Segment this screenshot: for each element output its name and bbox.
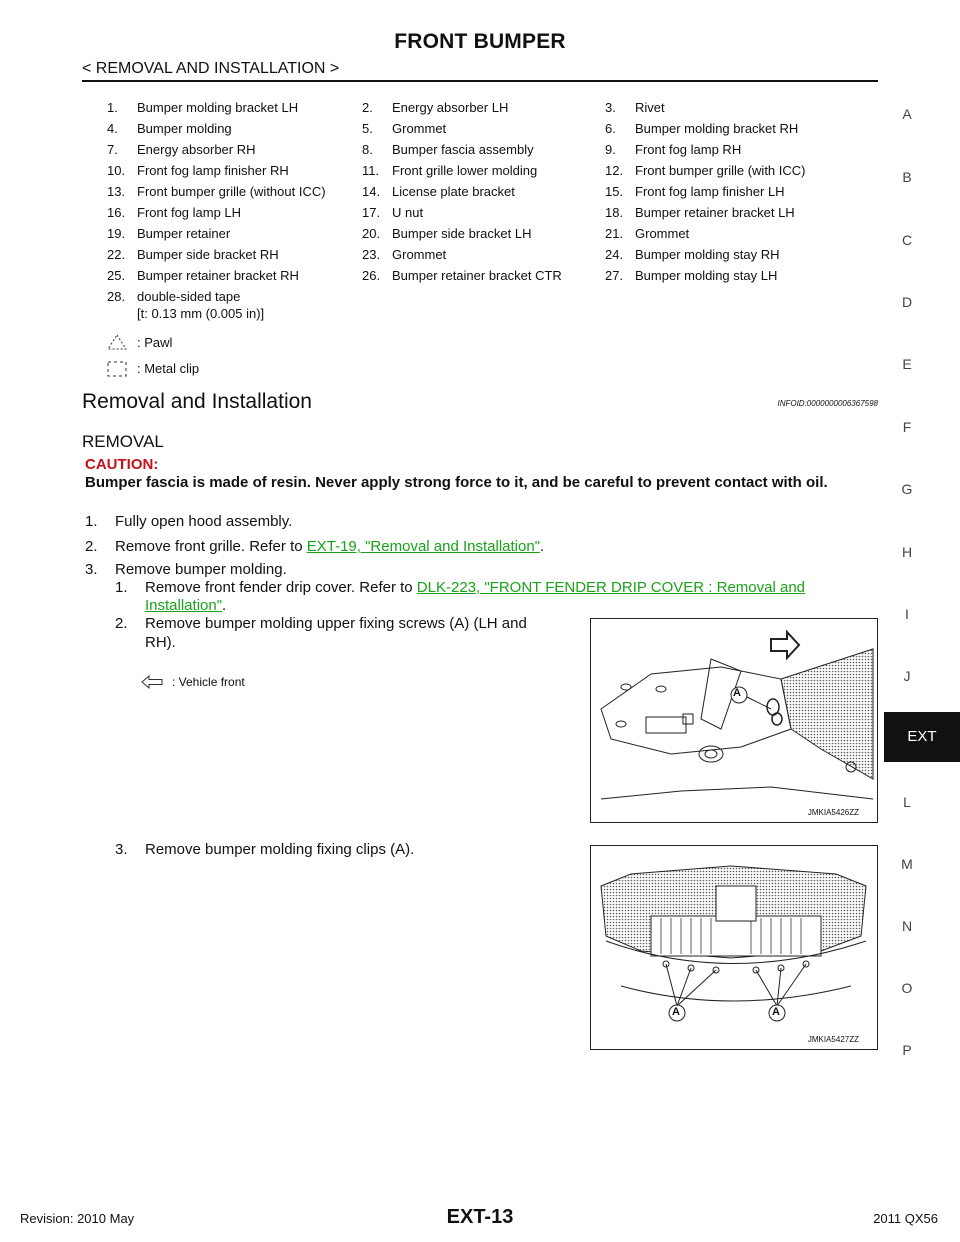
header-divider <box>82 80 878 82</box>
metal-clip-label: : Metal clip <box>137 361 200 376</box>
legend-label: Grommet <box>392 121 447 136</box>
legend-label: U nut <box>392 205 424 220</box>
legend-number: 18. <box>605 205 624 220</box>
legend-item <box>605 121 798 136</box>
legend-item <box>362 142 534 157</box>
legend-number: 13. <box>107 184 126 199</box>
legend-number: 27. <box>605 268 624 283</box>
step-text: Remove bumper molding upper fixing screws (A) (LH and <box>145 615 527 632</box>
page-title: FRONT BUMPER <box>394 30 566 53</box>
section-breadcrumb: < REMOVAL AND INSTALLATION > <box>82 60 340 77</box>
caution-text: Bumper fascia is made of resin. Never apply strong force to it, and be careful to prevent contact with oil. <box>85 474 828 491</box>
info-id: INFOID:0000000006367598 <box>777 399 878 408</box>
legend-number: 22. <box>107 247 126 262</box>
callout-a-right: A <box>772 1006 780 1018</box>
step-3-3 <box>115 841 414 858</box>
dlk-223-link[interactable]: DLK-223, "FRONT FENDER DRIP COVER : Removal and <box>416 579 806 596</box>
legend-item <box>362 121 446 136</box>
section-index-d[interactable]: D <box>901 294 913 310</box>
legend-number: 7. <box>107 142 118 157</box>
legend-label: Bumper molding stay RH <box>635 247 780 262</box>
legend-sublabel: [t: 0.13 mm (0.005 in)] <box>137 306 265 321</box>
legend-item <box>362 247 446 262</box>
section-title: Removal and Installation <box>82 390 312 413</box>
legend-label: Front grille lower molding <box>392 163 538 178</box>
vehicle-model: 2011 QX56 <box>873 1211 938 1226</box>
step-punct: . <box>222 597 227 614</box>
step-text: Remove bumper molding fixing clips (A). <box>145 841 415 858</box>
legend-item <box>362 268 562 283</box>
legend-label: Bumper side bracket RH <box>137 247 279 262</box>
legend-number: 23. <box>362 247 381 262</box>
legend-number: 9. <box>605 142 616 157</box>
step-3-1 <box>115 579 805 596</box>
legend-item <box>605 163 806 178</box>
section-index-o[interactable]: O <box>901 980 913 996</box>
legend-label: Bumper fascia assembly <box>392 142 534 157</box>
section-index-j[interactable]: J <box>903 668 911 684</box>
section-index-n[interactable]: N <box>901 918 913 934</box>
pawl-label: : Pawl <box>137 335 173 350</box>
legend-label: Front fog lamp finisher RH <box>137 163 289 178</box>
active-section-tab[interactable]: EXT <box>884 712 960 762</box>
legend-label: Energy absorber LH <box>392 100 509 115</box>
figure-bumper-molding-screws <box>590 618 878 823</box>
legend-item <box>605 142 741 157</box>
legend-item <box>107 100 298 115</box>
legend-label: Front fog lamp finisher LH <box>635 184 785 199</box>
legend-number: 20. <box>362 226 381 241</box>
step-text: Fully open hood assembly. <box>115 513 293 530</box>
legend-number: 19. <box>107 226 126 241</box>
legend-label: Bumper retainer bracket RH <box>137 268 299 283</box>
legend-number: 28. <box>107 289 126 304</box>
legend-item <box>362 205 423 220</box>
bumper-clips-diagram <box>591 846 877 1049</box>
legend-label: Rivet <box>635 100 665 115</box>
revision-date: Revision: 2010 May <box>20 1211 135 1226</box>
step-3 <box>85 561 287 578</box>
legend-item <box>605 226 689 241</box>
section-index-c[interactable]: C <box>901 232 913 248</box>
figure-code: JMKIA5426ZZ <box>807 808 859 817</box>
section-index-b[interactable]: B <box>902 169 912 185</box>
legend-number: 11. <box>362 163 380 178</box>
legend-item <box>362 184 515 199</box>
step-3-2 <box>115 615 527 632</box>
legend-number: 17. <box>362 205 381 220</box>
legend-label: double-sided tape <box>137 289 241 304</box>
legend-label: Bumper retainer bracket LH <box>635 205 795 220</box>
step-number: 2. <box>85 538 98 555</box>
step-number: 3. <box>85 561 98 578</box>
legend-number: 6. <box>605 121 616 136</box>
section-index-h[interactable]: H <box>901 544 913 560</box>
legend-label: Energy absorber RH <box>137 142 256 157</box>
caution-label: CAUTION: <box>85 456 159 473</box>
section-index-i[interactable]: I <box>905 606 909 622</box>
step-3-2-cont <box>145 634 176 651</box>
legend-item <box>107 205 241 220</box>
legend-item <box>107 184 326 199</box>
step-punct: . <box>540 538 545 555</box>
legend-label: Front bumper grille (without ICC) <box>137 184 326 199</box>
figure-code: JMKIA5427ZZ <box>807 1035 859 1044</box>
page-number: EXT-13 <box>446 1206 514 1228</box>
section-index-e[interactable]: E <box>902 356 912 372</box>
figure-bumper-molding-clips <box>590 845 878 1050</box>
section-index-f[interactable]: F <box>902 419 912 435</box>
legend-number: 21. <box>605 226 624 241</box>
legend-item <box>362 163 537 178</box>
legend-item <box>605 205 795 220</box>
legend-item <box>605 100 665 115</box>
arrow-left-icon <box>140 675 164 689</box>
legend-label: Grommet <box>635 226 690 241</box>
callout-a-left: A <box>672 1006 680 1018</box>
legend-item <box>107 121 232 136</box>
step-number: 1. <box>85 513 98 530</box>
legend-number: 12. <box>605 163 624 178</box>
legend-item <box>107 247 279 262</box>
legend-number: 14. <box>362 184 381 199</box>
section-index-l[interactable]: L <box>903 794 911 810</box>
bumper-molding-diagram <box>591 619 877 822</box>
ext-19-link[interactable]: EXT-19, "Removal and Installation" <box>306 538 541 555</box>
step-number: 3. <box>115 841 128 858</box>
legend-label: Bumper side bracket LH <box>392 226 532 241</box>
legend-label: Front fog lamp LH <box>137 205 242 220</box>
legend-number: 4. <box>107 121 118 136</box>
legend-label: Front bumper grille (with ICC) <box>635 163 806 178</box>
step-number: 1. <box>115 579 128 596</box>
legend-item <box>107 289 265 321</box>
legend-number: 2. <box>362 100 373 115</box>
legend-item <box>362 226 531 241</box>
section-index-p[interactable]: P <box>902 1042 912 1058</box>
legend-item <box>107 226 230 241</box>
legend-label: Bumper molding bracket LH <box>137 100 299 115</box>
step-text: RH). <box>145 634 176 651</box>
legend-number: 5. <box>362 121 373 136</box>
legend-item <box>605 247 780 262</box>
legend-item <box>107 142 256 157</box>
step-text: Remove bumper molding. <box>115 561 287 578</box>
step-text: Remove front grille. Refer to <box>115 538 307 555</box>
legend-number: 15. <box>605 184 624 199</box>
legend-label: Bumper retainer <box>137 226 231 241</box>
metal-clip-symbol-icon <box>107 360 127 378</box>
legend-item <box>605 268 777 283</box>
legend-number: 26. <box>362 268 381 283</box>
removal-heading: REMOVAL <box>82 432 164 451</box>
legend-number: 25. <box>107 268 126 283</box>
legend-item <box>107 163 289 178</box>
legend-label: Bumper molding <box>137 121 232 136</box>
legend-label: Bumper molding stay LH <box>635 268 778 283</box>
legend-number: 3. <box>605 100 616 115</box>
legend-item <box>605 184 785 199</box>
section-index-g[interactable]: G <box>901 481 913 497</box>
legend-label: Front fog lamp RH <box>635 142 742 157</box>
legend-label: License plate bracket <box>392 184 515 199</box>
dlk-223-link-cont[interactable]: Installation" <box>145 597 223 614</box>
callout-a: A <box>733 687 741 699</box>
legend-label: Bumper molding bracket RH <box>635 121 799 136</box>
legend-item <box>107 268 299 283</box>
section-index-a[interactable]: A <box>902 106 912 122</box>
step-1 <box>85 513 292 530</box>
step-text: Remove front fender drip cover. Refer to <box>145 579 417 596</box>
legend-number: 1. <box>107 100 118 115</box>
legend-label: Bumper retainer bracket CTR <box>392 268 562 283</box>
step-2 <box>85 538 544 555</box>
pawl-symbol-icon <box>107 334 127 350</box>
step-number: 2. <box>115 615 128 632</box>
legend-item <box>362 100 508 115</box>
legend-number: 16. <box>107 205 126 220</box>
vehicle-front-label: : Vehicle front <box>172 675 245 689</box>
step-3-1-cont <box>145 597 226 614</box>
legend-number: 24. <box>605 247 624 262</box>
section-index-m[interactable]: M <box>901 856 913 872</box>
legend-label: Grommet <box>392 247 447 262</box>
legend-number: 8. <box>362 142 373 157</box>
legend-number: 10. <box>107 163 126 178</box>
